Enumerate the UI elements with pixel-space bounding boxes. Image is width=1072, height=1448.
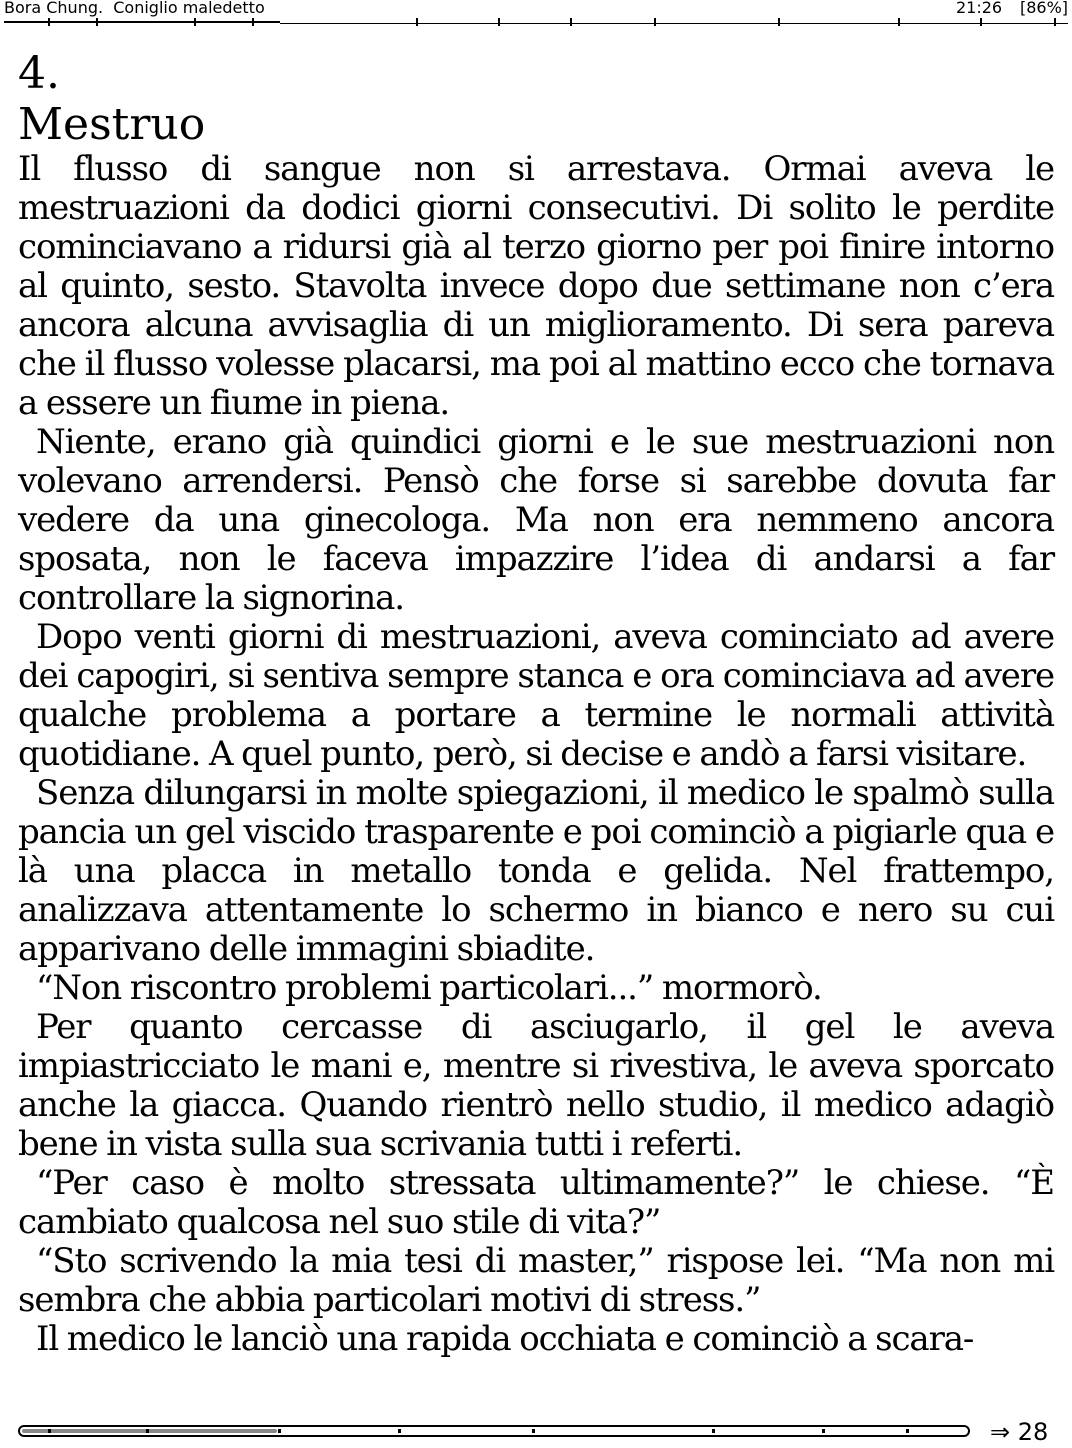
- reading-page[interactable]: [18, 48, 1054, 1359]
- chapter-tick: [498, 18, 500, 26]
- chapter-tick: [712, 1429, 715, 1433]
- paragraph: “Per caso è molto stressata ultimamente?” le chiese. “È cambiato qualcosa nel suo stile di vita?”: [18, 1163, 1054, 1242]
- pages-left-indicator[interactable]: ⇒ 28: [990, 1418, 1049, 1446]
- paragraph: Il flusso di sangue non si arrestava. Ormai aveva le mestruazioni da dodici giorni consecutivi. Di solito le perdite cominciavano a ridursi già al terzo giorno per poi finire intorno al quinto, sesto. Stavolta invece dopo due settimane non c’era ancora alcuna avvisaglia di un miglioramento. Di sera pareva che il flusso volesse placarsi, ma poi al mattino ecco che tornava a essere un fiume in piena.: [18, 149, 1054, 423]
- chapter-marker-line: [280, 23, 1068, 24]
- chapter-tick: [48, 18, 50, 26]
- paragraph: Niente, erano già quindici giorni e le sue mestruazioni non volevano arrendersi. Pensò che forse si sarebbe dovuta far vedere da una ginecologa. Ma non era nemmeno ancora sposata, non le faceva impazzire l’idea di andarsi a far controllare la signorina.: [18, 422, 1054, 618]
- chapter-body: [18, 150, 1054, 1359]
- clock: 21:26: [956, 0, 1003, 17]
- book-title-underline: [4, 21, 280, 23]
- reading-progress-fill: [22, 1429, 277, 1433]
- chapter-tick: [194, 18, 196, 26]
- paragraph: “Sto scrivendo la mia tesi di master,” rispose lei. “Ma non mi sembra che abbia particolari motivi di stress.”: [18, 1241, 1054, 1320]
- chapter-number: 4.: [18, 48, 60, 99]
- reading-progress-bar[interactable]: [18, 1425, 970, 1437]
- chapter-tick: [48, 1429, 51, 1433]
- paragraph: Dopo venti giorni di mestruazioni, aveva cominciato ad avere dei capogiri, si sentiva sempre stanca e ora cominciava ad avere qualche problema a portare a termine le normali attività quotidiane. A quel punto, però, si decise e andò a farsi visitare.: [18, 617, 1054, 774]
- chapter-tick: [416, 18, 418, 26]
- battery-level: [86%]: [1020, 0, 1069, 17]
- paragraph: Il medico le lanciò una rapida occhiata e cominciò a scara-: [36, 1319, 974, 1359]
- chapter-tick: [898, 18, 900, 26]
- progress-bar-area: [0, 1416, 1072, 1448]
- chapter-tick: [532, 1429, 535, 1433]
- paragraph: Per quanto cercasse di asciugarlo, il gel le aveva impiastricciato le mani e, mentre si rivestiva, le aveva sporcato anche la giacca. Quando rientrò nello studio, il medico adagiò bene in vista sulla sua scrivania tutti i referti.: [18, 1007, 1054, 1164]
- chapter-tick: [398, 1429, 401, 1433]
- chapter-title: Mestruo: [18, 99, 206, 150]
- chapter-tick: [570, 18, 572, 26]
- chapter-tick: [654, 18, 656, 26]
- status-bar: [0, 0, 1072, 26]
- book-title[interactable]: Bora Chung. Coniglio maledetto: [4, 0, 265, 17]
- paragraph: Senza dilungarsi in molte spiegazioni, il medico le spalmò sulla pancia un gel viscido trasparente e poi cominciò a pigiarle qua e là una placca in metallo tonda e gelida. Nel frattempo, analizzava attentamente lo schermo in bianco e nero su cui apparivano delle immagini sbiadite.: [18, 773, 1054, 969]
- chapter-tick: [778, 18, 780, 26]
- chapter-tick: [822, 1429, 825, 1433]
- chapter-tick: [278, 1429, 281, 1433]
- chapter-tick: [146, 1429, 149, 1433]
- chapter-tick: [252, 18, 254, 26]
- chapter-tick: [96, 18, 98, 26]
- chapter-tick: [906, 1429, 909, 1433]
- paragraph: “Non riscontro problemi particolari...” mormorò.: [36, 968, 822, 1008]
